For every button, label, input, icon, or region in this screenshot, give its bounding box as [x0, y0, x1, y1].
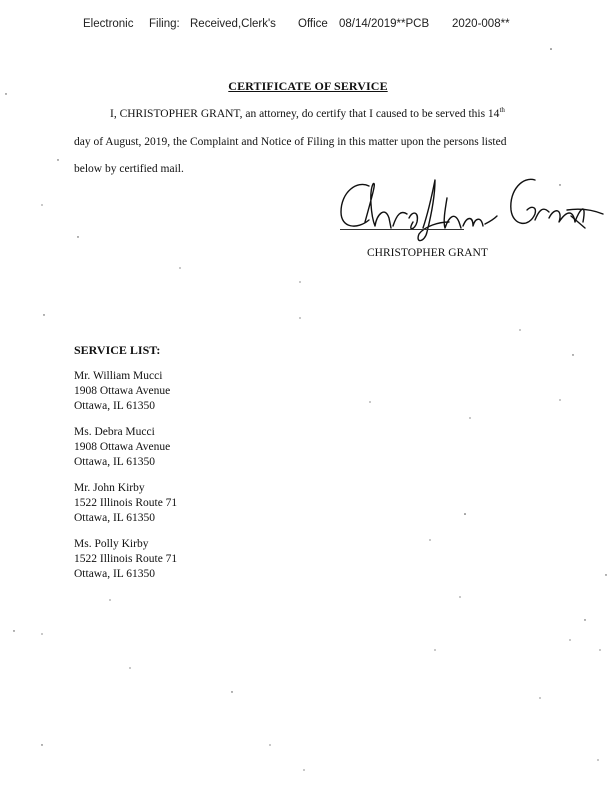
- recipient-city: Ottawa, IL 61350: [74, 456, 156, 468]
- recipient-name: Ms. Polly Kirby: [74, 538, 149, 550]
- certificate-line-2: day of August, 2019, the Complaint and Notice of Filing in this matter upon the persons listed: [74, 136, 507, 148]
- recipient-name: Mr. William Mucci: [74, 370, 163, 382]
- stamp-part: Received,Clerk's: [190, 18, 276, 30]
- stamp-part: Office: [298, 18, 328, 30]
- recipient-street: 1522 Illinois Route 71: [74, 553, 178, 565]
- recipient-address: [74, 369, 170, 414]
- stamp-part: Filing:: [149, 18, 180, 30]
- signature-line: [340, 229, 464, 230]
- recipient-name: Ms. Debra Mucci: [74, 426, 155, 438]
- filing-stamp: [0, 18, 616, 34]
- certificate-line-1: [110, 108, 505, 120]
- stamp-part: 08/14/2019**PCB: [339, 18, 430, 30]
- stamp-part: 2020-008**: [452, 18, 510, 30]
- recipient-street: 1522 Illinois Route 71: [74, 497, 178, 509]
- ordinal-suffix: th: [499, 106, 505, 115]
- recipient-address: [74, 425, 170, 470]
- certificate-title: CERTIFICATE OF SERVICE: [228, 79, 388, 93]
- recipient-address: [74, 481, 177, 526]
- recipient-street: 1908 Ottawa Avenue: [74, 385, 171, 397]
- stamp-part: Electronic: [83, 18, 134, 30]
- certificate-line-1-text: I, CHRISTOPHER GRANT, an attorney, do certify that I caused to be served this 14: [110, 108, 500, 120]
- recipient-city: Ottawa, IL 61350: [74, 400, 156, 412]
- recipient-name: Mr. John Kirby: [74, 482, 145, 494]
- recipient-street: 1908 Ottawa Avenue: [74, 441, 171, 453]
- certificate-line-3: below by certified mail.: [74, 163, 184, 175]
- recipient-city: Ottawa, IL 61350: [74, 568, 156, 580]
- recipient-address: [74, 537, 177, 582]
- service-list-heading: SERVICE LIST:: [74, 343, 161, 357]
- recipient-city: Ottawa, IL 61350: [74, 512, 156, 524]
- signer-name: CHRISTOPHER GRANT: [367, 247, 488, 259]
- handwritten-signature: [335, 170, 605, 245]
